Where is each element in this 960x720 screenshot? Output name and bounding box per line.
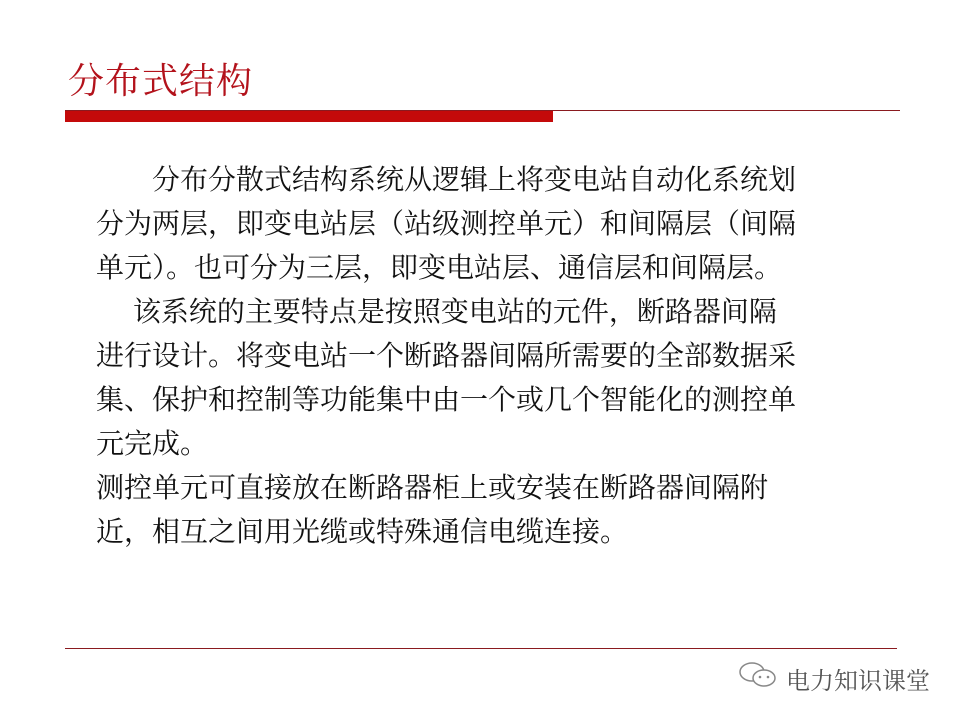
watermark	[738, 660, 930, 696]
body-line: 近，相互之间用光缆或特殊通信电缆连接。	[96, 515, 629, 548]
body-line: 单元）。也可分为三层，即变电站层、通信层和间隔层。	[96, 251, 783, 284]
body-line: 该系统的主要特点是按照变电站的元件，断路器间隔	[96, 295, 777, 328]
watermark-text: 电力知识课堂	[786, 666, 930, 695]
title-accent-bar	[65, 111, 553, 122]
body-line: 分为两层，即变电站层（站级测控单元）和间隔层（间隔	[96, 207, 797, 240]
footer-divider-line	[65, 648, 897, 649]
body-line: 集、保护和控制等功能集中由一个或几个智能化的测控单	[96, 383, 797, 416]
wechat-icon	[738, 660, 778, 696]
slide-title: 分布式结构	[68, 61, 254, 102]
body-line: 元完成。	[96, 427, 209, 460]
body-line: 测控单元可直接放在断路器柜上或安装在断路器间隔附	[96, 471, 769, 504]
slide-body	[96, 158, 896, 554]
body-line: 进行设计。将变电站一个断路器间隔所需要的全部数据采	[96, 339, 797, 372]
body-line: 分布分散式结构系统从逻辑上将变电站自动化系统划	[96, 163, 797, 196]
